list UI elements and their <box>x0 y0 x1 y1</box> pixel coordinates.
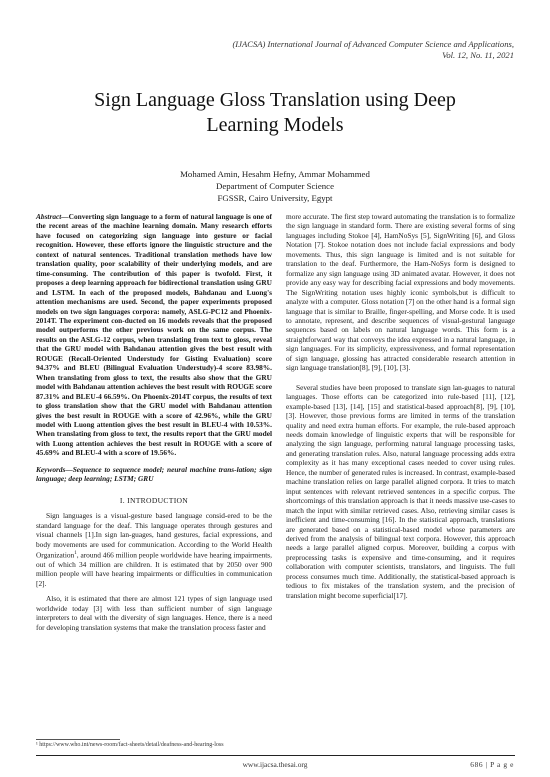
intro-p1-end: , around 466 million people worldwide have hearing impairments, out of which 34 million are children. It is estimated that by 2050 over 900 million people will have hearing impairments or difficulties in communication [2]. <box>36 550 272 588</box>
title-line-2: Learning Models <box>206 114 344 136</box>
journal-header <box>232 39 514 61</box>
keywords <box>36 465 272 484</box>
section-heading-introduction: I. INTRODUCTION <box>119 495 189 505</box>
intro-paragraph-2: Also, it is estimated that there are almost 121 types of sign language used worldwide today [3] with less than sufficient number of sign language interpreters to deal with the diversity of sign languages. Hence, there is a need for developing translation systems that make the translation process faster and <box>36 594 272 632</box>
right-paragraph-1: more accurate. The first step toward automating the translation is to formalize the sign language in standard form. There are existing several forms of sing languages including Stokoe [4], HamNoSys [5], SignWriting [6], and Gloss Notation [7]. Stokoe notation does not include facial expressions and body movements. Thus, this sign language is limited and is not suitable for translation to the deaf. Furthermore, the Ham-NoSys form is designed to formalize any sign language using 3D animated avatar. However, it does not provide any easy way for describing facial expressions and body movements. The SignWriting notation uses highly iconic symbols,but is difficult to analyze with a computer. Gloss notation [7] on the other hand is a formal sign language that is similar to Braille, finger-spelling, and Morse code. It is used to annotate, represent, and describe sequences of visual-gestural language sequences based on labels on natural language words. This form is a straightforward way that conveys the idea expressed in a natural language, in sign languages. For its simplicity, expressiveness, and formal representation of sign language, glossing has attracted considerable research attention in sign language translation[8], [9], [10], [3]. <box>286 212 515 373</box>
keywords-text: Sequence to sequence model; neural machine trans-lation; sign language; deep learning; LSTM; GRU <box>36 464 272 484</box>
journal-volume: Vol. 12, No. 11, 2021 <box>442 50 514 60</box>
keywords-label: Keywords— <box>36 464 73 474</box>
left-column <box>36 212 272 632</box>
footnote-marker: 1 <box>74 550 77 556</box>
footer-url: www.ijacsa.thesai.org <box>242 760 308 769</box>
abstract-text: Converting sign language to a form of natural language is one of the recent areas of the machine learning domain. Many research efforts have focused on categorizing sign language into gesture or facial recognition. However, these efforts ignore the linguistic structure and the context of natural sentences. Traditional translation methods have low translation quality, poor scalability of their underlying models, and are time-consuming. The contribution of this paper is twofold. First, it proposes a deep learning approach for bidirectional translation using GRU and LSTM. In each of the proposed models, Bahdanau and Luong's attention mechanisms are used. Second, the paper experiments proposed models on two sign languages corpora: namely, ASLG-PC12 and Phoenix-2014T. The experiment con-ducted on 16 models reveals that the proposed model outperforms the other previous work on the same corpus. The results on the ASLG-12 corpus, when translating from text to gloss, reveal that the GRU model with Bahdanau attention gives the best result with ROUGE (Recall-Oriented Understudy for Gisting Evaluation) score 94.37% and BLEU (Bilingual Evaluation Understudy)-4 score 83.98%. When translating from gloss to text, the results also show that the GRU model with Bahdanau attention achieves the best result with ROUGE score 87.31% and BLEU-4 66.59%. On Phoenix-2014T corpus, the results of text to gloss translation show that the GRU model with Bahdanau attention gives the best result in ROUGE with a score of 42.96%, while the GRU model with Luong attention gives the best result in BLEU-4 with 10.53%. When translating from gloss to text, the results report that the GRU model with Luong attention achieves the best result in ROUGE with a score of 45.69% and BLEU-4 with a score of 19.56%. <box>36 212 272 458</box>
title-line-1: Sign Language Gloss Translation using Deep <box>94 89 456 111</box>
author-institution: FGSSR, Cairo University, Egypt <box>217 193 333 203</box>
author-block <box>0 168 550 204</box>
footnote: ¹ https://www.who.int/news-room/fact-sheets/detail/deafness-and-hearing-loss <box>36 742 224 748</box>
footer-divider <box>36 755 515 756</box>
intro-p1-start: Sign languages is a visual-gesture based language consid-ered to be the standard language for the deaf. This language operates through gestures and visual channels [1].In sign lan-guages, hand gestures, facial expressions, and body movements are used for communication. According to the World Health Organization <box>36 511 272 560</box>
author-department: Department of Computer Science <box>216 181 334 191</box>
right-paragraph-2: Several studies have been proposed to translate sign lan-guages to natural languages. Those efforts can be categorized into rule-based [11], [12], example-based [13], [14], [15] and statistical-based approach[8], [9], [10], [3]. However, those previous forms are limited in terms of the translation quality and need extra human efforts. For example, the rule-based approach needs domain knowledge of linguistic experts that will be responsible for analyzing the sign language, performing natural language processing tasks, and generating translation rules. Also, natural language processing adds extra complexity as it has many exceptional cases needed to cover using rules. Hence, the number of generated rules is increased. In contrast, example-based machine translation relies on large parallel aligned corpora. It tries to match input sentences with relevant retrieved sentences in a specific corpus. The shortcomings of this translation approach is that it needs massive use-cases to match the input with similar retrieved cases. Also, retrieving similar cases is inefficient and time-consuming [16]. In the statistical approach, translations are generated based on a statistical-based model whose parameters are derived from the analysis of bilingual text corpora. However, this approach needs a large parallel aligned corpus. Moreover, building a corpus with preprocessing tasks is expensive and time-consuming, and it requires collaboration with computer scientists, translators, and linguists. The full process consumes much time. Additionally, the statistical-based approach is tedious to fix mistakes of the translation system, and the precision of translation might become superficial[17]. <box>286 382 515 600</box>
page-number: 686 | P a g e <box>470 760 514 769</box>
abstract-label: Abstract— <box>36 212 69 221</box>
journal-name: (IJACSA) International Journal of Advanced Computer Science and Applications, <box>232 39 514 49</box>
footnote-divider <box>36 739 120 740</box>
right-column <box>286 212 515 600</box>
author-names: Mohamed Amin, Hesahm Hefny, Ammar Mohammed <box>180 169 370 179</box>
abstract <box>36 212 272 458</box>
intro-paragraph-1 <box>36 511 272 588</box>
paper-title <box>0 88 550 138</box>
